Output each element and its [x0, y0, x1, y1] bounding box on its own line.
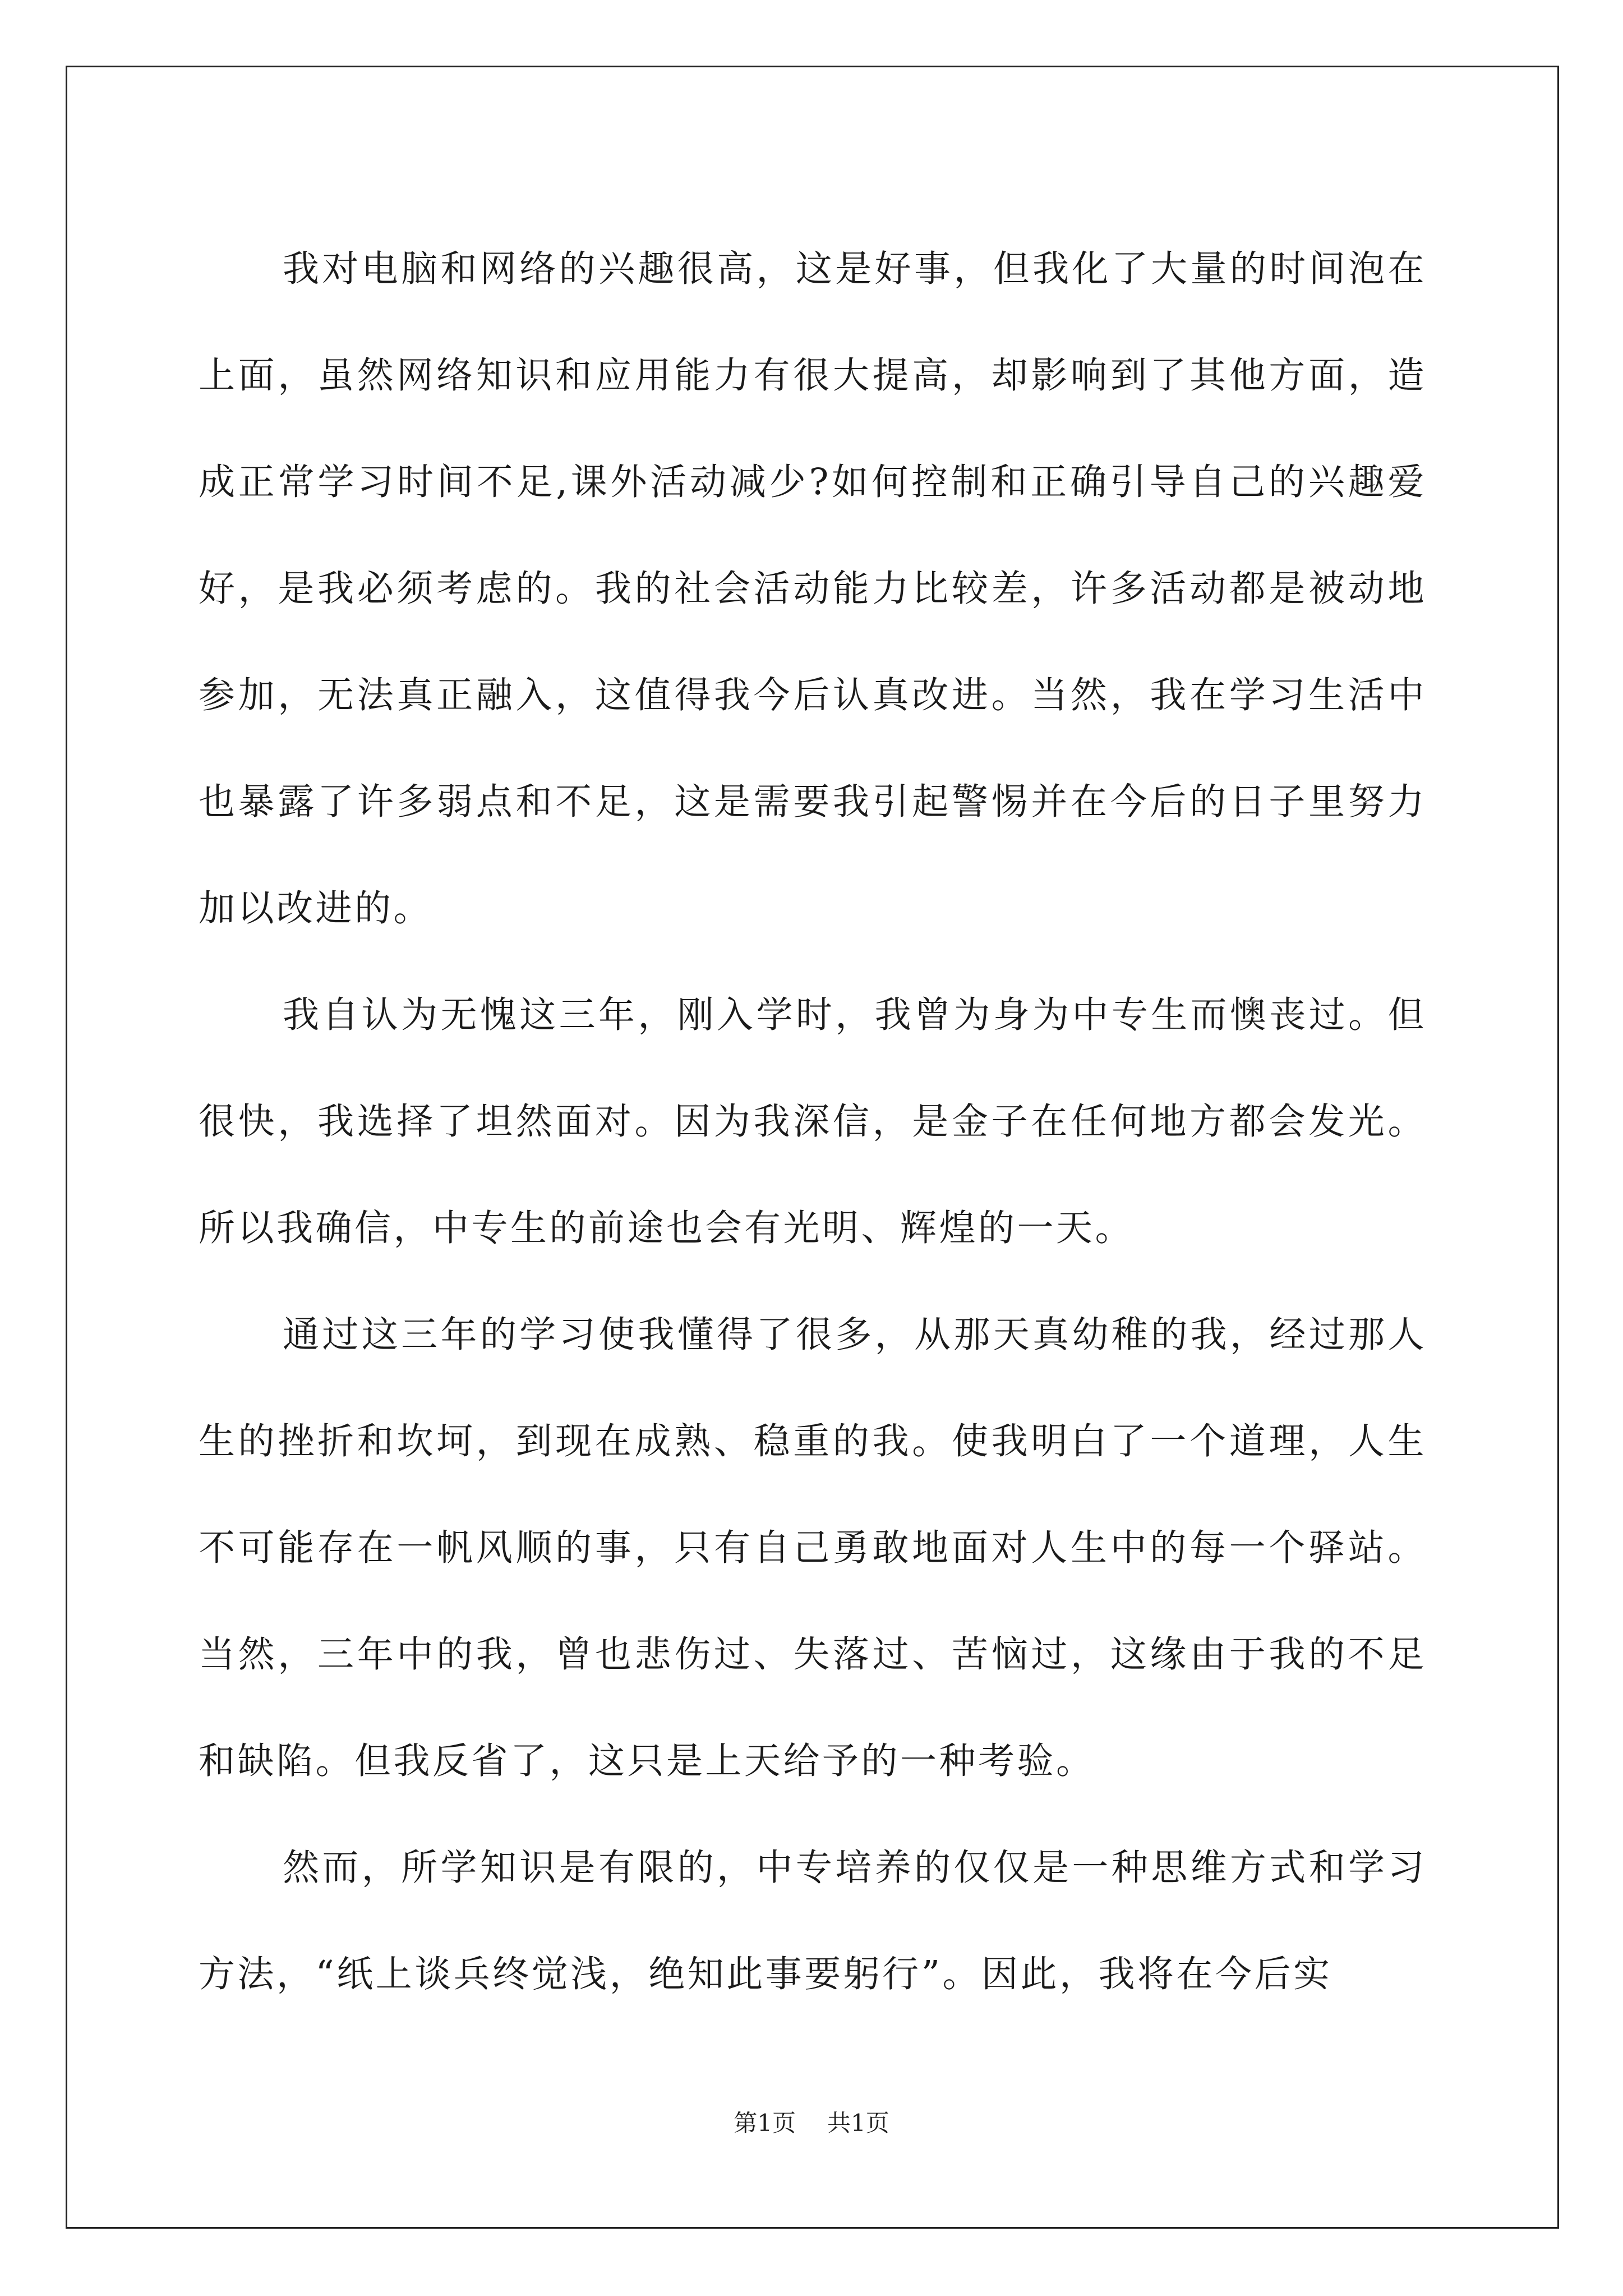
page-number-total: 共1页	[827, 2109, 889, 2137]
paragraph-1: 我对电脑和网络的兴趣很高，这是好事，但我化了大量的时间泡在上面，虽然网络知识和应用能力有很大提高，却影响到了其他方面，造成正常学习时间不足,课外活动减少?如何控制和正确引导自己的兴趣爱好，是我必须考虑的。我的社会活动能力比较差，许多活动都是被动地参加，无法真正融入，这值得我今后认真改进。当然，我在学习生活中也暴露了许多弱点和不足，这是需要我引起警惕并在今后的日子里努力加以改进的。	[199, 248, 1427, 930]
paragraph-4: 然而，所学知识是有限的，中专培养的仅仅是一种思维方式和学习方法，“纸上谈兵终觉浅，绝知此事要躬行”。因此，我将在今后实	[199, 1847, 1427, 1995]
paragraph-2: 我自认为无愧这三年，刚入学时，我曾为身为中专生而懊丧过。但很快，我选择了坦然面对。因为我深信，是金子在任何地方都会发光。所以我确信，中专生的前途也会有光明、辉煌的一天。	[199, 994, 1427, 1249]
document-body	[199, 216, 1427, 2028]
page-footer	[0, 2106, 1623, 2140]
paragraph-3: 通过这三年的学习使我懂得了很多，从那天真幼稚的我，经过那人生的挫折和坎坷，到现在成熟、稳重的我。使我明白了一个道理，人生不可能存在一帆风顺的事，只有自己勇敢地面对人生中的每一个驿站。当然，三年中的我，曾也悲伤过、失落过、苦恼过，这缘由于我的不足和缺陷。但我反省了，这只是上天给予的一种考验。	[199, 1314, 1427, 1782]
page-number-current: 第1页	[734, 2109, 796, 2137]
